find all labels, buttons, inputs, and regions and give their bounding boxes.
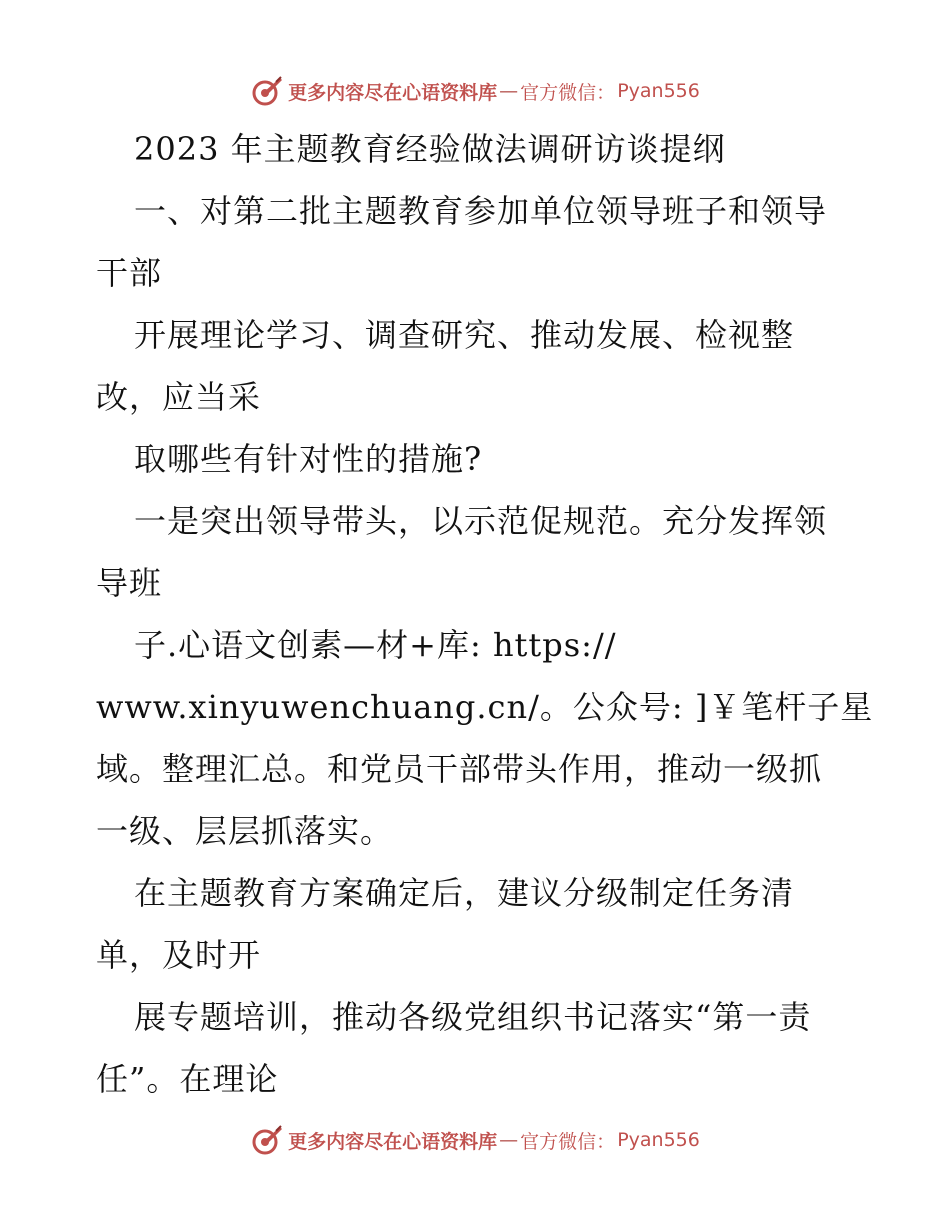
body-line: 开展理论学习、调查研究、推动发展、检视整	[134, 316, 795, 354]
body-line: 取哪些有针对性的措施?	[134, 440, 483, 478]
footer-watermark	[0, 1120, 950, 1160]
quill-seal-icon	[250, 74, 284, 108]
body-line: 在主题教育方案确定后，建议分级制定任务清	[134, 874, 795, 912]
header-watermark	[0, 71, 950, 111]
body-line: 单，及时开	[96, 936, 262, 974]
watermark-wechat-id: Pyan556	[617, 80, 700, 102]
body-line: www.xinyuwenchuang.cn/。公众号: ]￥笔杆子星	[96, 688, 874, 726]
watermark-brand-text: 更多内容尽在心语资料库	[288, 81, 498, 104]
watermark-wechat-label: 官方微信：	[520, 81, 616, 104]
body-line: 子.心语文创素—材+库: https://	[134, 626, 617, 664]
document-title: 2023 年主题教育经验做法调研访谈提纲	[134, 130, 726, 168]
document-body	[96, 118, 874, 1110]
quill-seal-icon	[250, 1123, 284, 1157]
body-line: 干部	[96, 254, 163, 292]
body-line: 展专题培训，推动各级党组织书记落实“第一责	[134, 998, 812, 1036]
watermark-wechat-label: 官方微信：	[520, 1130, 616, 1153]
body-line: 导班	[96, 564, 163, 602]
body-line: 域。整理汇总。和党员干部带头作用，推动一级抓	[96, 750, 823, 788]
body-line: 一级、层层抓落实。	[96, 812, 394, 850]
body-line: 一是突出领导带头，以示范促规范。充分发挥领	[134, 502, 828, 540]
watermark-dash: —	[499, 80, 519, 102]
body-line: 改，应当采	[96, 378, 262, 416]
watermark-wechat-id: Pyan556	[617, 1129, 700, 1151]
watermark-dash: —	[499, 1129, 519, 1151]
body-line: 任”。在理论	[96, 1060, 279, 1098]
watermark-brand-text: 更多内容尽在心语资料库	[288, 1130, 498, 1153]
section-heading: 一、对第二批主题教育参加单位领导班子和领导	[134, 192, 828, 230]
